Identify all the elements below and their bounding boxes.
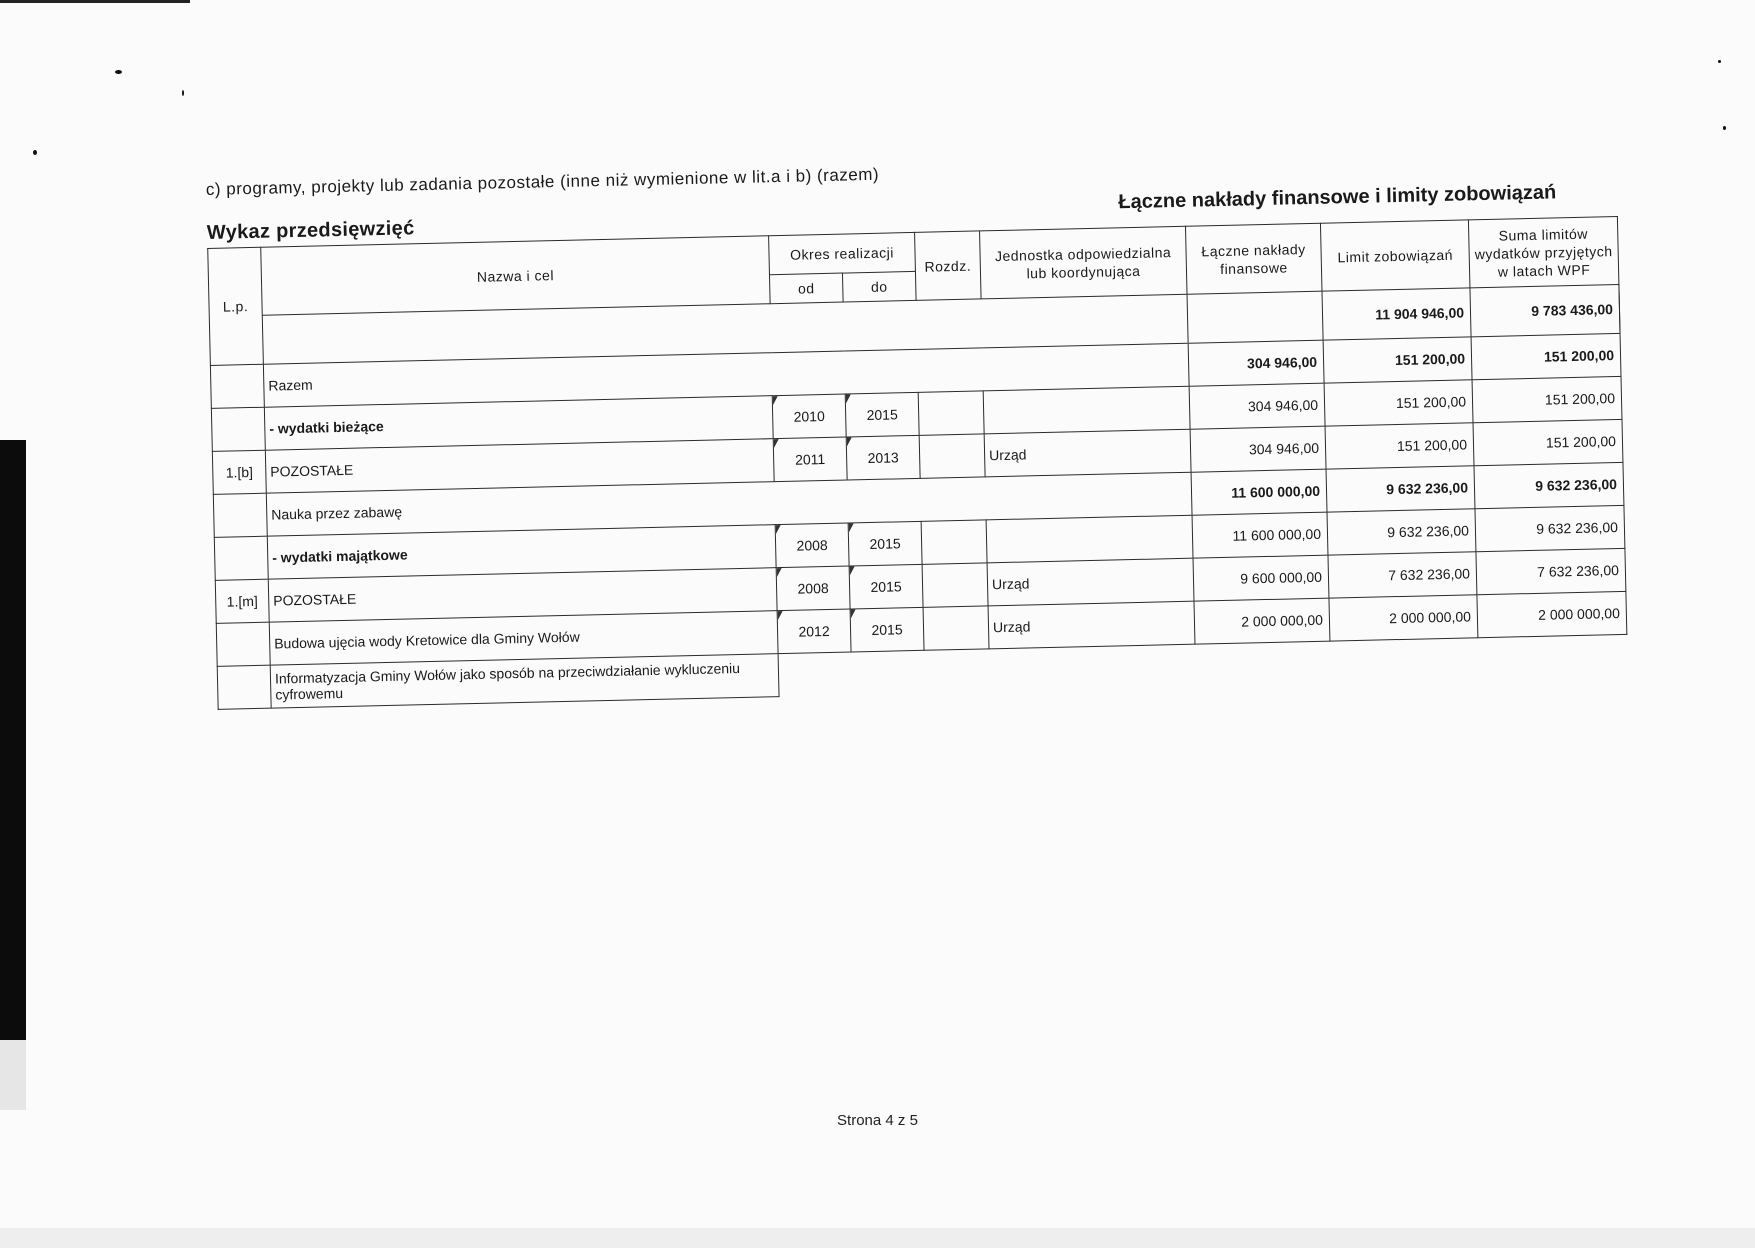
cell-unit: Urząd [988, 601, 1195, 649]
cell-to: 2015 [850, 607, 924, 652]
grand-total-spacer [1187, 291, 1323, 343]
cell-lp [214, 536, 268, 580]
scan-speck [182, 90, 184, 96]
scan-speck [115, 70, 122, 74]
cell-total: 304 946,00 [1190, 426, 1326, 472]
header-section: Rozdz. [915, 231, 982, 300]
cell-name: - wydatki majątkowe [267, 525, 776, 580]
cell-lp [210, 364, 264, 408]
cell-lp [211, 407, 265, 451]
cell-to: 2015 [848, 521, 922, 566]
cell-lp [213, 493, 267, 537]
cell-sum: 151 200,00 [1473, 419, 1623, 465]
page-number: Strona 4 z 5 [837, 1112, 918, 1129]
header-from: od [769, 273, 843, 304]
cell-section [918, 391, 984, 435]
cell-section [919, 434, 985, 478]
section-heading: c) programy, projekty lub zadania pozostałe (inne niż wymienione w lit.a i b) (razem) [205, 164, 880, 199]
cell-sum: 9 632 236,00 [1475, 505, 1625, 551]
cell-limit: 9 632 236,00 [1326, 466, 1475, 512]
investment-table [207, 216, 1628, 710]
cell-unit [986, 515, 1193, 563]
scan-speck [1723, 126, 1726, 130]
scan-edge-blank [0, 0, 26, 440]
cell-total: 11 600 000,00 [1191, 469, 1327, 515]
cell-limit: 9 632 236,00 [1327, 509, 1476, 555]
scan-speck [33, 150, 37, 155]
finance-title: Łączne nakłady finansowe i limity zobowiązań [1118, 181, 1557, 214]
scan-top-mark [0, 0, 190, 3]
document-page [205, 118, 1637, 703]
cell-sum: 151 200,00 [1472, 376, 1622, 422]
cell-name: POZOSTAŁE [268, 568, 777, 623]
cell-section [921, 520, 987, 564]
header-name: Nazwa i cel [261, 236, 770, 316]
cell-limit: 7 632 236,00 [1328, 552, 1477, 598]
cell-total: 304 946,00 [1189, 383, 1325, 429]
cell-to: 2015 [845, 392, 919, 437]
cell-name: Budowa ujęcia wody Kretowice dla Gminy Wołów [269, 611, 778, 666]
cell-from: 2008 [775, 523, 849, 568]
cell-sum: 9 632 236,00 [1474, 462, 1624, 508]
cell-limit: 2 000 000,00 [1329, 595, 1478, 641]
scan-edge-grey [0, 1040, 26, 1110]
cell-from: 2011 [773, 437, 847, 482]
header-total: Łączne nakłady finansowe [1185, 223, 1322, 294]
cell-name: Razem [263, 343, 1189, 407]
cell-total: 9 600 000,00 [1193, 555, 1329, 601]
cell-name: Informatyzacja Gminy Wołów jako sposób na przeciwdziałanie wykluczeniu cyfrowemu [270, 654, 779, 709]
cell-name: POZOSTAŁE [265, 439, 774, 494]
header-period: Okres realizacji [769, 232, 916, 274]
scan-bottom-band [0, 1228, 1755, 1248]
cell-name: Nauka przez zabawę [266, 472, 1192, 536]
cell-total: 11 600 000,00 [1192, 512, 1328, 558]
cell-from: 2008 [776, 566, 850, 611]
cell-total: 2 000 000,00 [1194, 598, 1330, 644]
cell-total: 304 946,00 [1188, 340, 1324, 386]
grand-total-limit: 9 783 436,00 [1470, 284, 1620, 336]
cell-lp [216, 622, 270, 666]
header-lp: L.p. [208, 247, 264, 365]
cell-lp: 1.[m] [215, 579, 269, 623]
cell-from: 2012 [777, 609, 851, 654]
header-sum-limits: Suma limitów wydatków przyjętych w latach WPF [1468, 216, 1619, 287]
cell-sum: 7 632 236,00 [1476, 548, 1626, 594]
cell-unit: Urząd [987, 558, 1194, 606]
cell-to: 2013 [846, 435, 920, 480]
header-to: do [842, 271, 916, 302]
cell-to: 2015 [849, 564, 923, 609]
cell-lp [217, 665, 271, 709]
cell-from: 2010 [772, 394, 846, 439]
cell-limit: 151 200,00 [1325, 423, 1474, 469]
cell-sum: 151 200,00 [1471, 333, 1621, 379]
list-title: Wykaz przedsięwzięć [206, 217, 415, 244]
cell-limit: 151 200,00 [1324, 380, 1473, 426]
cell-section [923, 606, 989, 650]
cell-limit: 151 200,00 [1323, 337, 1472, 383]
header-unit: Jednostka odpowiedzialna lub koordynująca [980, 226, 1187, 299]
grand-total-value: 11 904 946,00 [1322, 288, 1471, 340]
cell-sum: 2 000 000,00 [1477, 591, 1627, 637]
scan-speck [1718, 60, 1721, 63]
cell-name: - wydatki bieżące [264, 396, 773, 451]
cell-lp: 1.[b] [212, 450, 266, 494]
cell-section [922, 563, 988, 607]
header-limit: Limit zobowiązań [1320, 220, 1470, 291]
cell-unit [983, 386, 1190, 434]
cell-unit: Urząd [984, 429, 1191, 477]
